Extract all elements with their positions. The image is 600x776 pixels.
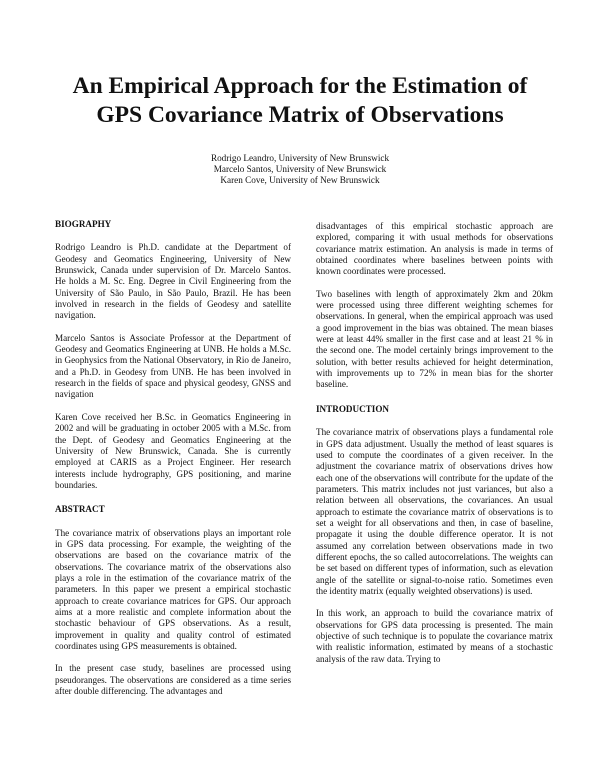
author-list: [150, 153, 450, 187]
intro-paragraph-1: The covariance matrix of observations plays a fundamental role in GPS data adjustment. Usually the method of least squares is used to compute the coordinates of a given receiver. In the adjustment the covariance matrix of observations drives how each one of the observations will contribute for the update of the parameters. This matrix includes not just variances, but also a relation between all observations, the covariances. An usual approach to estimate the covariance matrix of observations is to set a weight for all observations and then, in case of baseline, propagate it using the double difference operator. It is not assumed any correlation between observations made in two different epochs, the so called autocorrelations. The weights can be set based on different types of information, such as elevation angle of the satellite or signal-to-noise ratio. Sometimes even the identity matrix (equally weighted observations) is used.: [316, 427, 553, 596]
bio-paragraph-leandro: Rodrigo Leandro is Ph.D. candidate at the Department of Geodesy and Geomatics Engineering, University of New Brunswick, Canada under supervision of Dr. Marcelo Santos. He holds a M. Sc. Eng. Degree in Civil Engineering from the University of São Paulo, in São Paulo, Brazil. He has been involved in research in the fields of Geodesy and satellite navigation.: [55, 242, 291, 321]
bio-paragraph-cove: Karen Cove received her B.Sc. in Geomatics Engineering in 2002 and will be graduating in october 2005 with a M.Sc. from the Dept. of Geodesy and Geomatics Engineering at the University of New Brunswick, Canada. She is currently employed at CARIS as a Project Engineer. Her research interests include hydrography, GPS positioning, and marine boundaries.: [55, 411, 291, 490]
title-line-2: GPS Covariance Matrix of Observations: [96, 102, 504, 128]
intro-paragraph-2: In this work, an approach to build the covariance matrix of observations for GPS data processing is presented. The main objective of such technique is to populate the covariance matrix with realistic information, estimated by means of a stochastic analysis of the raw data. Trying to: [316, 608, 553, 664]
author-1: Rodrigo Leandro, University of New Brunswick: [210, 153, 390, 163]
bio-paragraph-santos: Marcelo Santos is Associate Professor at the Department of Geodesy and Geomatics Engineering at UNB. He holds a M.Sc. in Geophysics from the National Observatory, in Rio de Janeiro, and a Ph.D. in Geodesy from UNB. He has been involved in research in the fields of space and physical geodesy, GNSS and navigation: [55, 332, 291, 400]
abstract-results-paragraph: Two baselines with length of approximately 2km and 20km were processed using three different weighting schemes for observations. In general, when the empirical approach was used a good improvement in the bias was obtained. The mean biases were at least 44% smaller in the first case and at least 21 % in the second one. The model certainly brings improvement to the solution, with better results achieved for height determination, with improvements up to 72% in mean bias for the shorter baseline.: [316, 288, 553, 390]
right-column: [316, 221, 553, 676]
paper-title: [40, 72, 560, 130]
abstract-paragraph-2: In the present case study, baselines are processed using pseudoranges. The observations are considered as a time series after double differencing. The advantages and: [55, 663, 291, 697]
abstract-heading: ABSTRACT: [55, 504, 105, 515]
title-line-1: An Empirical Approach for the Estimation of: [72, 73, 528, 99]
author-2: Marcelo Santos, University of New Brunswick: [213, 164, 387, 175]
biography-heading: BIOGRAPHY: [55, 219, 112, 229]
introduction-heading: INTRODUCTION: [316, 403, 390, 414]
author-3: Karen Cove, University of New Brunswick: [220, 175, 380, 186]
abstract-continued-paragraph: disadvantages of this empirical stochastic approach are explored, comparing it with usual methods for observations covariance matrix estimation. An analysis is made in terms of obtained coordinates where baselines between points with known coordinates were processed.: [316, 221, 553, 277]
left-column: [55, 219, 291, 708]
abstract-paragraph-1: The covariance matrix of observations plays an important role in GPS data processing. For example, the weighting of the observations are based on the covariance matrix of the observations. The covariance matrix of the observations also plays a role in the estimation of the covariance matrix of the parameters. In this paper we present a empirical stochastic approach to create covariance matrices for GPS. Our approach aims at a more realistic and complete information about the stochastic behaviour of GPS observations. As a result, improvement in quality and quality control of estimated coordinates using GPS measurements is obtained.: [55, 527, 291, 651]
